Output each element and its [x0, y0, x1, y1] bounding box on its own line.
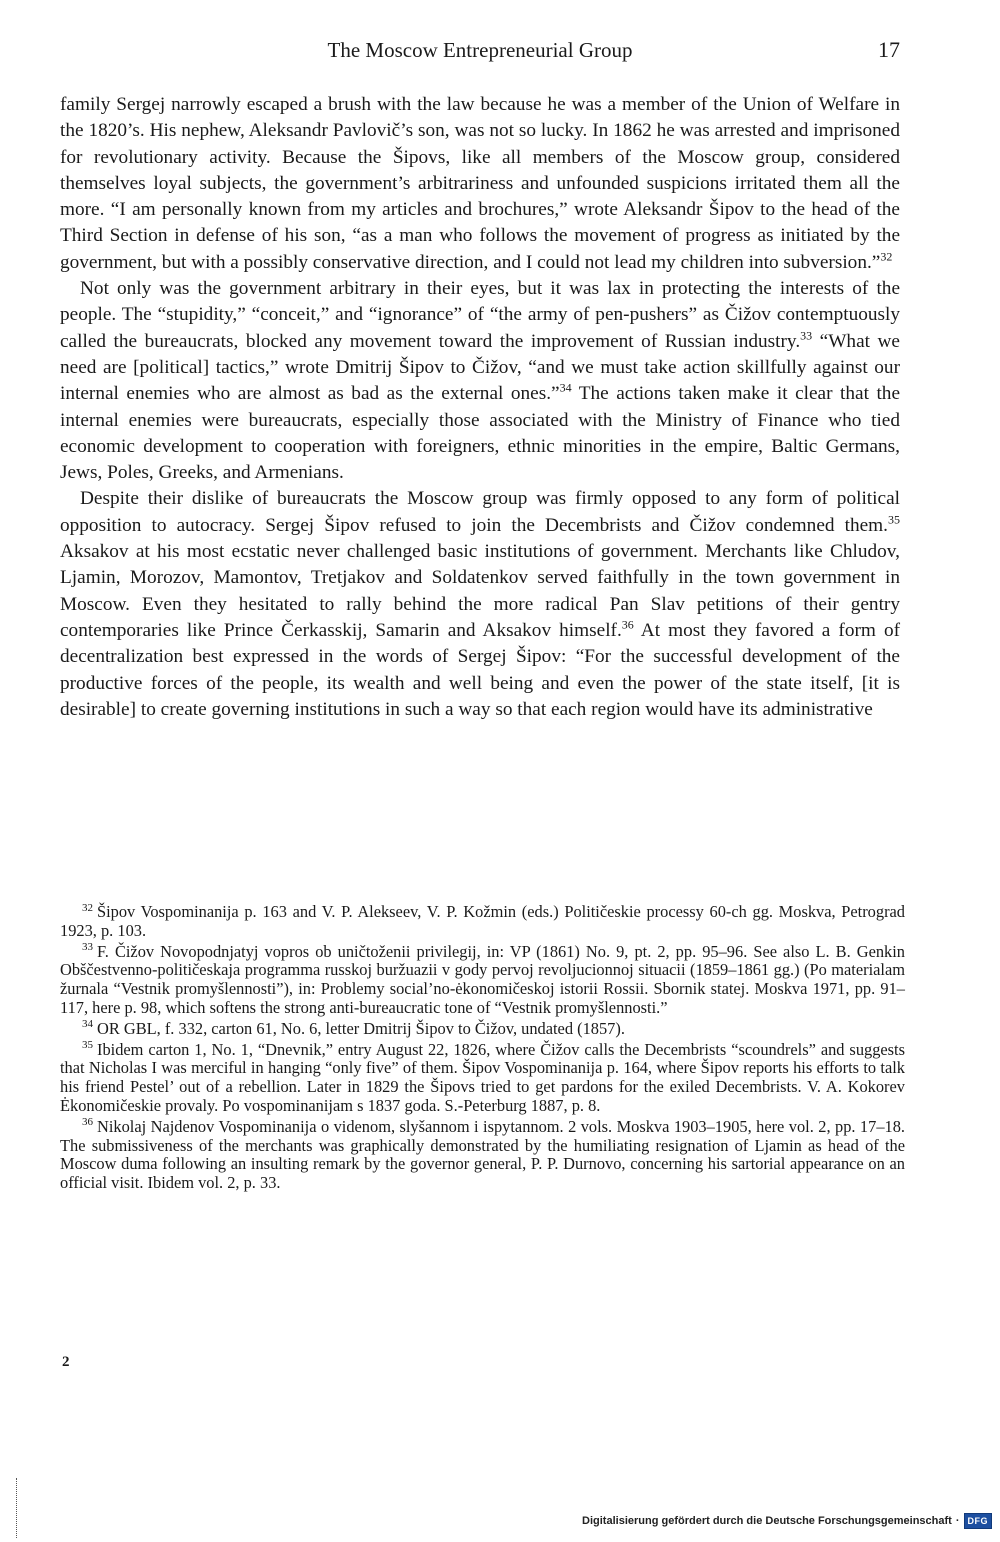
- funding-notice-text: Digitalisierung gefördert durch die Deutsche Forschungsgemeinschaft: [582, 1515, 952, 1527]
- running-title: The Moscow Entrepreneurial Group: [327, 38, 633, 62]
- footnote-text: Šipov Vospominanija p. 163 and V. P. Alekseev, V. P. Kožmin (eds.) Političeskie processy 60-ch gg. Moskva, Petrograd 1923, p. 103.: [60, 902, 905, 940]
- paragraph: [60, 92, 900, 276]
- footnote-text: Ibidem carton 1, No. 1, “Dnevnik,” entry August 22, 1826, where Čižov calls the Decembrists “scoundrels” and suggests that Nicholas I was merciful in hanging “only five” of them. Šipov Vospominanija p. 164, where Šipov reports his efforts to talk his friend Pestel’ out of a rebellion. Later in 1829 the Šipovs tried to get pardons for the exiled Decembrists. V. A. Kokorev Ėkonomičeskie provaly. Po vospominanijam s 1837 goda. S.-Peterburg 1887, p. 8.: [60, 1039, 905, 1115]
- footnote-number: 35: [82, 1039, 93, 1052]
- dfg-logo-icon: DFG: [964, 1513, 993, 1529]
- funding-notice: [582, 1512, 992, 1530]
- paragraph-text: At most they favored a form of decentralization best expressed in the words of Sergej Šipov: “For the successful development of the productive forces of the people, its wealth and well being and even the power of the state itself, [it is desirable] to create governing institutions in such a way so that each region would have its administrative: [60, 619, 900, 720]
- footnote-ref[interactable]: 33: [800, 328, 813, 343]
- paragraph: [60, 276, 900, 486]
- footnotes: [60, 903, 905, 1193]
- main-text: [60, 92, 900, 723]
- separator: ·: [955, 1515, 960, 1527]
- paragraph-text: Not only was the government arbitrary in their eyes, but it was lax in protecting the interests of the people. The “stupidity,” “conceit,” and “ignorance” of “the army of pen-pushers” as Čižov contemptuously called the bureaucrats, blocked any movement toward the improvement of Russian industry.: [60, 278, 900, 352]
- footnote-ref[interactable]: 32: [880, 249, 893, 264]
- signature-mark: 2: [62, 1354, 70, 1370]
- footnote-number: 34: [82, 1018, 93, 1031]
- footnote: [60, 1041, 905, 1116]
- footnote-number: 32: [82, 901, 93, 914]
- paragraph-text: “What we need are [political] tactics,” wrote Dmitrij Šipov to Čižov, “and we must take action skillfully against our internal enemies who are almost as bad as the external ones.”: [60, 330, 900, 405]
- footnote-text: F. Čižov Novopodnjatyj vopros ob uničtoženii privilegij, in: VP (1861) No. 9, pt. 2, pp. 95–96. See also L. B. Genkin Obščestvenno-političeskaja programma russkoj buržuazii v gody pervoj revoljucionnoj situacii (1859–1861 gg.) (Po materialam žurnala “Vestnik promyšlennosti”), in: Problemy social’no-ėkonomičeskoj istorii Rossii. Sbornik statej. Moskva 1971, pp. 91–117, here p. 98, which softens the strong anti-bureaucratic tone of “Vestnik promyšlennosti.”: [60, 941, 905, 1017]
- footnote-ref[interactable]: 34: [559, 380, 572, 395]
- paragraph: [60, 486, 900, 723]
- paragraph-text: The actions taken make it clear that the internal enemies were bureaucrats, especially those associated with the Ministry of Finance who tied economic development to cooperation with foreigners, ethnic minorities in the empire, Baltic Germans, Jews, Poles, Greeks, and Armenians.: [60, 383, 901, 484]
- footnote-text: OR GBL, f. 332, carton 61, No. 6, letter Dmitrij Šipov to Čižov, undated (1857).: [97, 1018, 625, 1038]
- footnote: [60, 1020, 905, 1039]
- footnote: [60, 1118, 905, 1193]
- footnote-number: 33: [82, 941, 93, 954]
- footnote-ref[interactable]: 36: [621, 617, 634, 632]
- scan-margin-marks: [16, 1478, 21, 1538]
- footnote-text: Nikolaj Najdenov Vospominanija o videnom, slyšannom i ispytannom. 2 vols. Moskva 1903–1905, here vol. 2, pp. 17–18. The submissiveness of the merchants was graphically demonstrated by the humiliating resignation of Ljamin as head of the Moscow duma following an insulting remark by the governor general, P. P. Durnovo, concerning his sartorial appearance on an official visit. Ibidem vol. 2, p. 33.: [60, 1116, 905, 1193]
- footnote-number: 36: [82, 1116, 93, 1129]
- paragraph-text: family Sergej narrowly escaped a brush with the law because he was a member of the Union of Welfare in the 1820’s. His nephew, Aleksandr Pavlovič’s son, was not so lucky. In 1862 he was arrested and imprisoned for revolutionary activity. Because the Šipovs, like all members of the Moscow group, considered themselves loyal subjects, the government’s arbitrariness and unfounded suspicions irritated them all the more. “I am personally known from my articles and brochures,” wrote Aleksandr Šipov to the head of the Third Section in defense of his son, “as a man who follows the movement of progress as initiated by the government, but with a possibly conservative direction, and I could not lead my children into subversion.”: [60, 94, 900, 273]
- paragraph-text: Aksakov at his most ecstatic never challenged basic institutions of government. Merchants like Chludov, Ljamin, Morozov, Mamontov, Tretjakov and Soldatenkov served faithfully in the town government in Moscow. Even they hesitated to rally behind the more radical Pan Slav petitions of their gentry contemporaries like Prince Čerkasskij, Samarin and Aksakov himself.: [60, 541, 900, 641]
- paragraph-text: Despite their dislike of bureaucrats the Moscow group was firmly opposed to any form of political opposition to autocracy. Sergej Šipov refused to join the Decembrists and Čižov condemned them.: [60, 488, 900, 536]
- footnote: [60, 943, 905, 1018]
- page-number: 17: [878, 37, 900, 62]
- footnote-ref[interactable]: 35: [888, 512, 900, 527]
- footnote: [60, 903, 905, 941]
